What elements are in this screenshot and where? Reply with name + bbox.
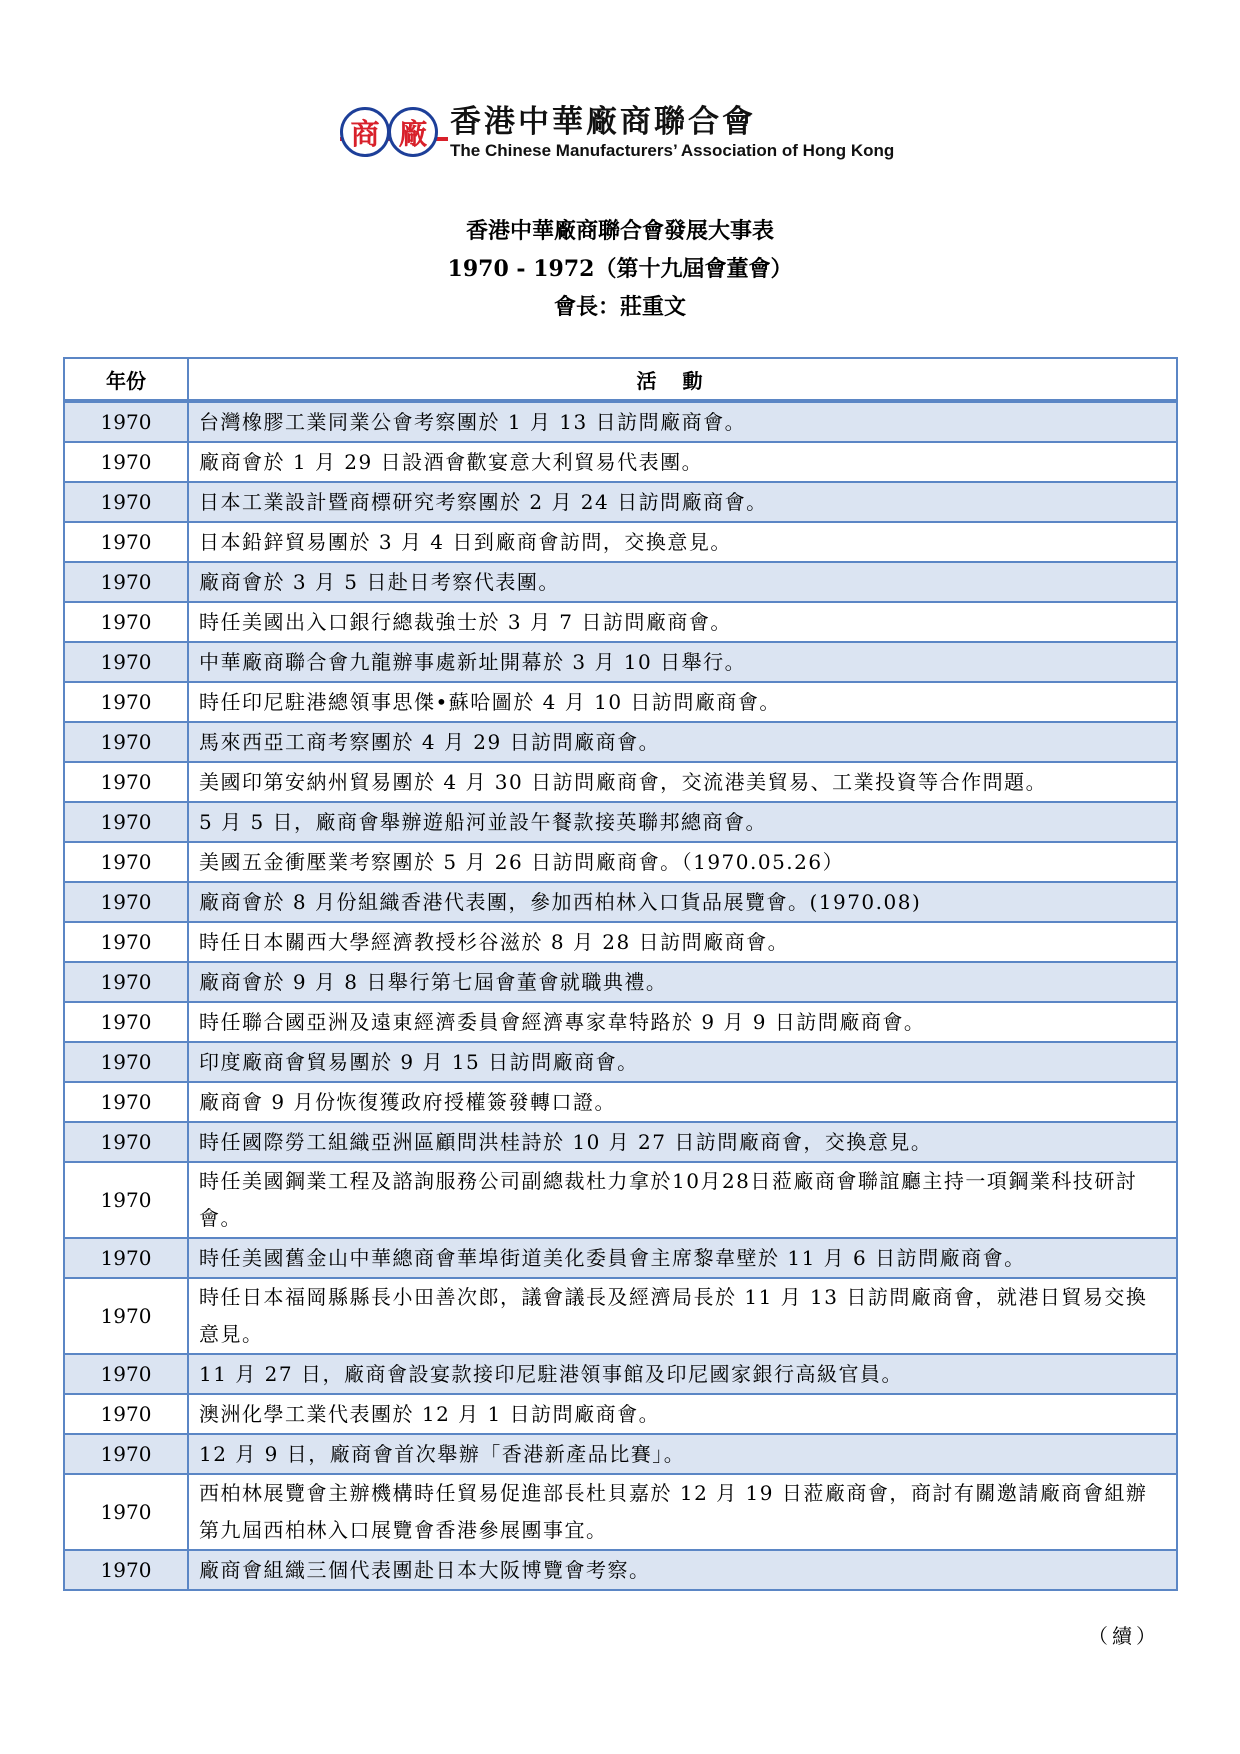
table-row	[64, 762, 1177, 802]
row-year: 1970	[64, 1002, 188, 1042]
org-name-cn: 香港中華廠商聯合會	[450, 104, 756, 140]
row-activity: 時任日本關西大學經濟教授杉谷滋於 8 月 28 日訪問廠商會。	[188, 922, 1177, 962]
logo-text	[450, 103, 894, 161]
table-row	[64, 682, 1177, 722]
row-activity: 廠商會於 1 月 29 日設酒會歡宴意大利貿易代表團。	[188, 442, 1177, 482]
table-body	[64, 401, 1177, 1590]
row-year: 1970	[64, 842, 188, 882]
row-year: 1970	[64, 1278, 188, 1354]
row-year: 1970	[64, 962, 188, 1002]
row-year: 1970	[64, 562, 188, 602]
table-row	[64, 1354, 1177, 1394]
row-year: 1970	[64, 722, 188, 762]
title-line-3: 會長：莊重文	[553, 294, 686, 320]
row-activity: 廠商會組織三個代表團赴日本大阪博覽會考察。	[188, 1550, 1177, 1590]
table-row	[64, 1122, 1177, 1162]
row-year: 1970	[64, 762, 188, 802]
row-year: 1970	[64, 401, 188, 442]
row-activity: 中華廠商聯合會九龍辦事處新址開幕於 3 月 10 日舉行。	[188, 642, 1177, 682]
table-row	[64, 1042, 1177, 1082]
row-year: 1970	[64, 682, 188, 722]
title-line-1: 香港中華廠商聯合會發展大事表	[465, 218, 774, 244]
row-year: 1970	[64, 802, 188, 842]
events-table	[63, 357, 1178, 1591]
header-year: 年份	[64, 358, 188, 401]
row-year: 1970	[64, 1434, 188, 1474]
row-activity: 日本鉛鋅貿易團於 3 月 4 日到廠商會訪問，交換意見。	[188, 522, 1177, 562]
table-row	[64, 562, 1177, 602]
table-row	[64, 482, 1177, 522]
org-name-en: The Chinese Manufacturers’ Association of Hong Kong	[450, 141, 895, 160]
row-activity: 時任印尼駐港總領事思傑•蘇哈圖於 4 月 10 日訪問廠商會。	[188, 682, 1177, 722]
logo-seal-left: 商	[340, 107, 390, 157]
row-activity: 西柏林展覽會主辦機構時任貿易促進部長杜貝嘉於 12 月 19 日蒞廠商會，商討有關邀請廠商會組辦第九屆西柏林入口展覽會香港參展團事宜。	[188, 1474, 1177, 1550]
table-row	[64, 602, 1177, 642]
table-row	[64, 1434, 1177, 1474]
row-activity: 時任國際勞工組織亞洲區顧問洪桂詩於 10 月 27 日訪問廠商會，交換意見。	[188, 1122, 1177, 1162]
row-year: 1970	[64, 1354, 188, 1394]
table-row	[64, 1238, 1177, 1278]
table-row	[64, 882, 1177, 922]
row-year: 1970	[64, 1394, 188, 1434]
row-activity: 時任美國舊金山中華總商會華埠街道美化委員會主席黎韋壁於 11 月 6 日訪問廠商會。	[188, 1238, 1177, 1278]
table-header-row	[64, 358, 1177, 401]
row-activity: 美國五金衝壓業考察團於 5 月 26 日訪問廠商會。（1970.05.26）	[188, 842, 1177, 882]
row-activity: 廠商會 9 月份恢復獲政府授權簽發轉口證。	[188, 1082, 1177, 1122]
table-row	[64, 1162, 1177, 1238]
row-year: 1970	[64, 1238, 188, 1278]
table-row	[64, 401, 1177, 442]
row-activity: 日本工業設計暨商標研究考察團於 2 月 24 日訪問廠商會。	[188, 482, 1177, 522]
table-row	[64, 522, 1177, 562]
row-activity: 廠商會於 9 月 8 日舉行第七屆會董會就職典禮。	[188, 962, 1177, 1002]
row-activity: 時任聯合國亞洲及遠東經濟委員會經濟專家韋特路於 9 月 9 日訪問廠商會。	[188, 1002, 1177, 1042]
table-row	[64, 1394, 1177, 1434]
row-year: 1970	[64, 1162, 188, 1238]
row-activity: 台灣橡膠工業同業公會考察團於 1 月 13 日訪問廠商會。	[188, 401, 1177, 442]
row-activity: 廠商會於 3 月 5 日赴日考察代表團。	[188, 562, 1177, 602]
row-year: 1970	[64, 522, 188, 562]
row-activity: 馬來西亞工商考察團於 4 月 29 日訪問廠商會。	[188, 722, 1177, 762]
row-year: 1970	[64, 642, 188, 682]
table-row	[64, 1474, 1177, 1550]
table-row	[64, 722, 1177, 762]
row-year: 1970	[64, 602, 188, 642]
table-row	[64, 642, 1177, 682]
row-activity: 印度廠商會貿易團於 9 月 15 日訪問廠商會。	[188, 1042, 1177, 1082]
row-year: 1970	[64, 442, 188, 482]
row-year: 1970	[64, 882, 188, 922]
row-activity: 12 月 9 日，廠商會首次舉辦「香港新產品比賽」。	[188, 1434, 1177, 1474]
table-row	[64, 442, 1177, 482]
table-row	[64, 922, 1177, 962]
row-year: 1970	[64, 1550, 188, 1590]
title-line-2: 1970 - 1972（第十九屆會董會）	[447, 256, 793, 282]
row-year: 1970	[64, 482, 188, 522]
row-activity: 5 月 5 日，廠商會舉辦遊船河並設午餐款接英聯邦總商會。	[188, 802, 1177, 842]
row-activity: 澳洲化學工業代表團於 12 月 1 日訪問廠商會。	[188, 1394, 1177, 1434]
row-activity: 美國印第安納州貿易團於 4 月 30 日訪問廠商會，交流港美貿易、工業投資等合作問題。	[188, 762, 1177, 802]
table-row	[64, 1082, 1177, 1122]
row-activity: 廠商會於 8 月份組織香港代表團，參加西柏林入口貨品展覽會。(1970.08)	[188, 882, 1177, 922]
logo-seal	[340, 107, 438, 157]
table-row	[64, 1550, 1177, 1590]
document-title	[0, 212, 1240, 326]
table-row	[64, 802, 1177, 842]
row-activity: 11 月 27 日，廠商會設宴款接印尼駐港領事館及印尼國家銀行高級官員。	[188, 1354, 1177, 1394]
row-activity: 時任美國鋼業工程及諮詢服務公司副總裁杜力拿於10月28日蒞廠商會聯誼廳主持一項鋼業科技研討會。	[188, 1162, 1177, 1238]
table-row	[64, 1278, 1177, 1354]
logo-seal-right: 廠	[388, 107, 438, 157]
table-row	[64, 842, 1177, 882]
row-year: 1970	[64, 1082, 188, 1122]
row-year: 1970	[64, 1474, 188, 1550]
row-year: 1970	[64, 1042, 188, 1082]
association-logo	[340, 100, 894, 164]
continued-note: （續）	[1088, 1624, 1160, 1648]
row-activity: 時任美國出入口銀行總裁強士於 3 月 7 日訪問廠商會。	[188, 602, 1177, 642]
table-row	[64, 962, 1177, 1002]
row-activity: 時任日本福岡縣縣長小田善次郎，議會議長及經濟局長於 11 月 13 日訪問廠商會，就港日貿易交換意見。	[188, 1278, 1177, 1354]
row-year: 1970	[64, 1122, 188, 1162]
header-activity: 活動	[188, 358, 1177, 401]
table-row	[64, 1002, 1177, 1042]
row-year: 1970	[64, 922, 188, 962]
